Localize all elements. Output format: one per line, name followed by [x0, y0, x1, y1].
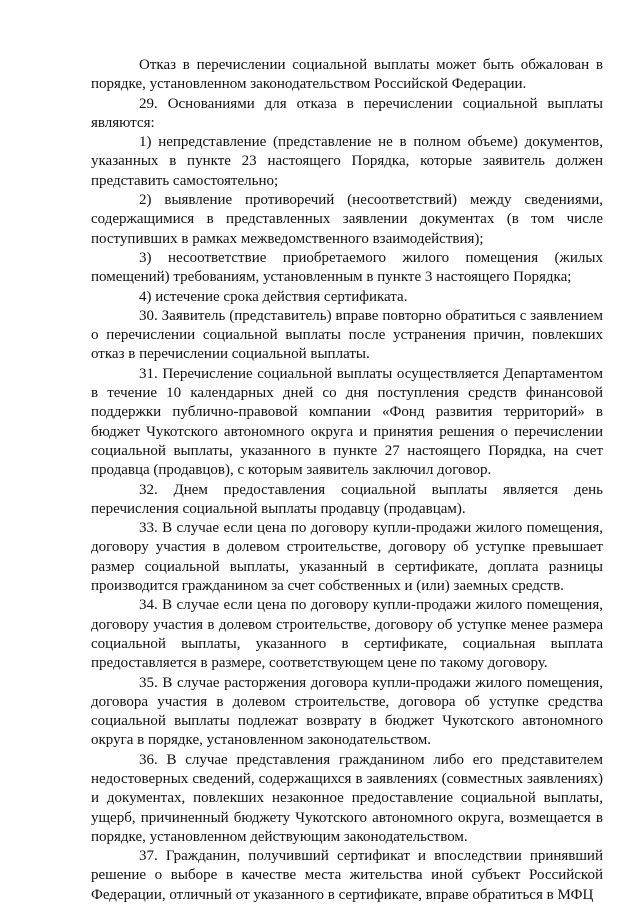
paragraph-29-item-1: 1) непредставление (представление не в полном объеме) документов, указанных в пункте 23 настоящего Порядка, которые заявитель должен представить самостоятельно;	[91, 134, 603, 189]
paragraph-37: 37. Гражданин, получивший сертификат и впоследствии принявший решение о выборе в качестве места жительства иной субъект Российской Федерации, отличный от указанного в сертификате, вправе обратиться в МФЦ	[91, 848, 603, 903]
paragraph-30: 30. Заявитель (представитель) вправе повторно обратиться с заявлением о перечислении социальной выплаты после устранения причин, повлекших отказ в перечислении социальной выплаты.	[91, 307, 603, 363]
paragraph-appeal-right: Отказ в перечислении социальной выплаты может быть обжалован в порядке, установленном законодательством Российской Федерации.	[91, 57, 603, 93]
paragraph-29-item-4: 4) истечение срока действия сертификата.	[139, 288, 408, 305]
paragraph-35: 35. В случае расторжения договора купли-продажи жилого помещения, договора участия в долевом строительстве, договора об уступке средства социальной выплаты подлежат возврату в бюджет Чукотского автономного округа в порядке, установленном законодательством.	[91, 674, 603, 749]
paragraph-33: 33. В случае если цена по договору купли-продажи жилого помещения, договору участия в долевом строительстве, договору об уступке превышает размер социальной выплаты, указанный в сертификате, доплата разницы производится гражданином за счет собственных и (или) заемных средств.	[91, 520, 603, 595]
paragraph-31: 31. Перечисление социальной выплаты осуществляется Департаментом в течение 10 календарных дней со дня поступления средств финансовой поддержки публично-правовой компании «Фонд развития территорий» в бюджет Чукотского автономного округа и принятия решения о перечислении социальной выплаты, указанного в пункте 27 настоящего Порядка, на счет продавца (продавцов), с которым заявитель заключил договор.	[91, 365, 603, 479]
paragraph-29-item-2: 2) выявление противоречий (несоответствий) между сведениями, содержащимися в представленных заявлении документах (в том числе поступивших в рамках межведомственного взаимодействия);	[91, 192, 603, 247]
paragraph-36: 36. В случае представления гражданином либо его представителем недостоверных сведений, содержащихся в заявлениях (совместных заявлениях) и документах, повлекших незаконное предоставление социальной выплаты, ущерб, причиненный бюджету Чукотского автономного округа, возмещается в порядке, установленном действующим законодательством.	[91, 751, 603, 845]
paragraph-34: 34. В случае если цена по договору купли-продажи жилого помещения, договору участия в долевом строительстве, договору об уступке менее размера социальной выплаты, указанного в сертификате, социальная выплата предоставляется в размере, соответствующем цене по такому договору.	[91, 597, 603, 672]
paragraph-29-refusal-grounds: 29. Основаниями для отказа в перечислении социальной выплаты являются:	[91, 95, 603, 131]
document-page	[91, 56, 603, 905]
paragraph-32: 32. Днем предоставления социальной выплаты является день перечисления социальной выплаты продавцу (продавцам).	[91, 481, 603, 517]
paragraph-29-item-3: 3) несоответствие приобретаемого жилого помещения (жилых помещений) требованиям, установленным в пункте 3 настоящего Порядка;	[91, 249, 603, 286]
